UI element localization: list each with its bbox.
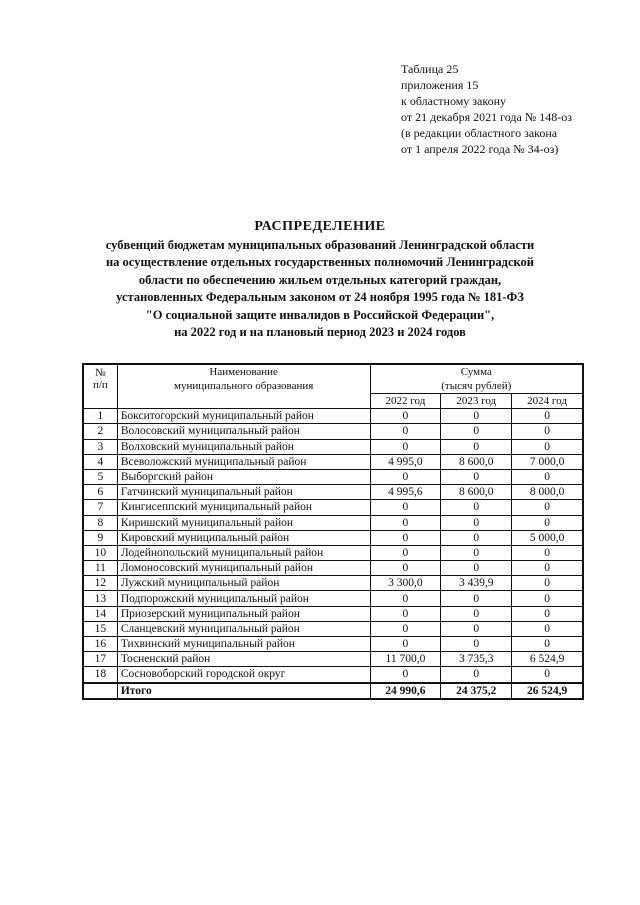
row-value-2022: 0 <box>370 591 441 606</box>
title-line: "О социальной защите инвалидов в Российской Федерации", <box>145 307 495 322</box>
row-value-2024: 8 000,0 <box>512 485 583 500</box>
table-row <box>83 485 583 500</box>
header-sum-line2: (тысяч рублей) <box>441 380 512 392</box>
distribution-table <box>82 363 584 700</box>
row-number: 15 <box>83 621 117 636</box>
row-municipality-name: Приозерский муниципальный район <box>117 606 370 621</box>
row-number: 12 <box>83 576 117 591</box>
row-value-2022: 3 300,0 <box>370 576 441 591</box>
row-number: 2 <box>83 424 117 439</box>
row-municipality-name: Гатчинский муниципальный район <box>117 485 370 500</box>
row-value-2022: 0 <box>370 469 441 484</box>
row-value-2022: 0 <box>370 606 441 621</box>
table-row <box>83 652 583 667</box>
row-value-2022: 0 <box>370 621 441 636</box>
row-value-2024: 0 <box>512 409 583 424</box>
row-value-2024: 0 <box>512 515 583 530</box>
row-municipality-name: Бокситогорский муниципальный район <box>117 409 370 424</box>
row-value-2023: 0 <box>441 621 512 636</box>
row-municipality-name: Лодейнопольский муниципальный район <box>117 545 370 560</box>
row-municipality-name: Кировский муниципальный район <box>117 530 370 545</box>
title-line: субвенций бюджетам муниципальных образований Ленинградской области <box>105 237 535 252</box>
row-value-2024: 0 <box>512 424 583 439</box>
row-number: 5 <box>83 469 117 484</box>
table-row <box>83 545 583 560</box>
title-line: установленных Федеральным законом от 24 ноября 1995 года № 181-ФЗ <box>116 290 524 304</box>
table-row <box>83 591 583 606</box>
row-value-2022: 11 700,0 <box>370 652 441 667</box>
row-municipality-name: Киришский муниципальный район <box>117 515 370 530</box>
header-number-line1: № <box>95 367 106 379</box>
row-value-2023: 0 <box>441 439 512 454</box>
header-note-line: (в редакции областного закона <box>401 126 558 140</box>
row-value-2024: 5 000,0 <box>512 530 583 545</box>
row-value-2024: 0 <box>512 667 583 683</box>
row-municipality-name: Тосненский район <box>117 652 370 667</box>
table-row <box>83 469 583 484</box>
row-number: 8 <box>83 515 117 530</box>
row-value-2023: 0 <box>441 424 512 439</box>
row-municipality-name: Выборгский район <box>117 469 370 484</box>
row-value-2023: 0 <box>441 637 512 652</box>
total-2022: 24 990,6 <box>370 683 441 699</box>
table-row <box>83 576 583 591</box>
row-number: 1 <box>83 409 117 424</box>
row-value-2023: 8 600,0 <box>441 485 512 500</box>
table-row <box>83 515 583 530</box>
title-main: РАСПРЕДЕЛЕНИЕ <box>254 219 386 234</box>
row-value-2023: 3 735,3 <box>441 652 512 667</box>
row-value-2024: 0 <box>512 591 583 606</box>
table-row <box>83 606 583 621</box>
header-year-2022: 2022 год <box>370 394 441 409</box>
row-value-2024: 0 <box>512 500 583 515</box>
row-municipality-name: Всеволожский муниципальный район <box>117 454 370 469</box>
total-2024: 26 524,9 <box>512 683 583 699</box>
title-line: области по обеспечению жильем отдельных категорий граждан, <box>138 272 502 287</box>
row-value-2024: 0 <box>512 606 583 621</box>
table-row <box>83 424 583 439</box>
table-row <box>83 621 583 636</box>
row-number: 17 <box>83 652 117 667</box>
row-value-2022: 0 <box>370 561 441 576</box>
row-value-2023: 0 <box>441 591 512 606</box>
row-value-2023: 0 <box>441 469 512 484</box>
header-note-line: к областному закону <box>401 94 507 108</box>
header-name <box>117 364 370 409</box>
table-row <box>83 561 583 576</box>
row-value-2022: 4 995,0 <box>370 454 441 469</box>
document-header-note <box>401 61 572 157</box>
row-value-2023: 3 439,9 <box>441 576 512 591</box>
row-value-2023: 0 <box>441 667 512 683</box>
title-line: на 2022 год и на плановый период 2023 и 2024 годов <box>174 325 466 339</box>
row-value-2022: 0 <box>370 637 441 652</box>
header-year-2023: 2023 год <box>441 394 512 409</box>
row-value-2024: 0 <box>512 469 583 484</box>
row-value-2022: 0 <box>370 530 441 545</box>
header-sum-line1: Сумма <box>460 366 492 378</box>
table-row <box>83 454 583 469</box>
row-value-2023: 0 <box>441 500 512 515</box>
title-line: на осуществление отдельных государственных полномочий Ленинградской <box>105 255 535 269</box>
row-value-2023: 0 <box>441 561 512 576</box>
row-value-2022: 4 995,6 <box>370 485 441 500</box>
row-municipality-name: Сосновоборский городской округ <box>117 667 370 683</box>
row-municipality-name: Волосовский муниципальный район <box>117 424 370 439</box>
row-value-2024: 7 000,0 <box>512 454 583 469</box>
row-municipality-name: Подпорожский муниципальный район <box>117 591 370 606</box>
row-value-2024: 6 524,9 <box>512 652 583 667</box>
row-value-2022: 0 <box>370 500 441 515</box>
row-value-2023: 0 <box>441 530 512 545</box>
row-value-2022: 0 <box>370 545 441 560</box>
row-value-2022: 0 <box>370 424 441 439</box>
header-name-line2: муниципального образования <box>174 380 314 392</box>
header-note-line: от 21 декабря 2021 года № 148-оз <box>401 110 573 124</box>
table-row <box>83 500 583 515</box>
row-number: 13 <box>83 591 117 606</box>
row-number: 9 <box>83 530 117 545</box>
row-value-2024: 0 <box>512 439 583 454</box>
row-number: 11 <box>83 561 117 576</box>
row-number: 7 <box>83 500 117 515</box>
row-value-2023: 0 <box>441 409 512 424</box>
header-note-line: Таблица 25 <box>401 62 459 76</box>
row-number: 16 <box>83 637 117 652</box>
header-note-line: от 1 апреля 2022 года № 34-оз) <box>401 142 559 156</box>
header-number-line2: п/п <box>92 379 108 391</box>
row-value-2022: 0 <box>370 515 441 530</box>
row-value-2023: 0 <box>441 545 512 560</box>
row-value-2024: 0 <box>512 561 583 576</box>
total-number-cell <box>83 683 117 699</box>
row-value-2022: 0 <box>370 667 441 683</box>
row-number: 18 <box>83 667 117 683</box>
header-sum <box>370 364 583 394</box>
header-name-line1: Наименование <box>209 366 278 378</box>
row-number: 4 <box>83 454 117 469</box>
table-row <box>83 530 583 545</box>
row-value-2022: 0 <box>370 439 441 454</box>
row-number: 3 <box>83 439 117 454</box>
table-row <box>83 439 583 454</box>
row-value-2022: 0 <box>370 409 441 424</box>
row-number: 6 <box>83 485 117 500</box>
row-municipality-name: Лужский муниципальный район <box>117 576 370 591</box>
row-value-2023: 0 <box>441 606 512 621</box>
total-2023: 24 375,2 <box>441 683 512 699</box>
row-number: 10 <box>83 545 117 560</box>
header-note-line: приложения 15 <box>401 78 479 92</box>
total-row <box>83 683 583 699</box>
row-value-2023: 0 <box>441 515 512 530</box>
row-municipality-name: Тихвинский муниципальный район <box>117 637 370 652</box>
row-municipality-name: Сланцевский муниципальный район <box>117 621 370 636</box>
document-title <box>70 218 570 342</box>
header-year-2024: 2024 год <box>512 394 583 409</box>
row-value-2024: 0 <box>512 621 583 636</box>
row-municipality-name: Кингисеппский муниципальный район <box>117 500 370 515</box>
header-number <box>83 364 117 409</box>
table-row <box>83 667 583 683</box>
total-label: Итого <box>117 683 370 699</box>
row-value-2024: 0 <box>512 576 583 591</box>
row-value-2024: 0 <box>512 637 583 652</box>
row-value-2023: 8 600,0 <box>441 454 512 469</box>
row-municipality-name: Ломоносовский муниципальный район <box>117 561 370 576</box>
row-municipality-name: Волховский муниципальный район <box>117 439 370 454</box>
row-value-2024: 0 <box>512 545 583 560</box>
table-row <box>83 637 583 652</box>
row-number: 14 <box>83 606 117 621</box>
table-row <box>83 409 583 424</box>
